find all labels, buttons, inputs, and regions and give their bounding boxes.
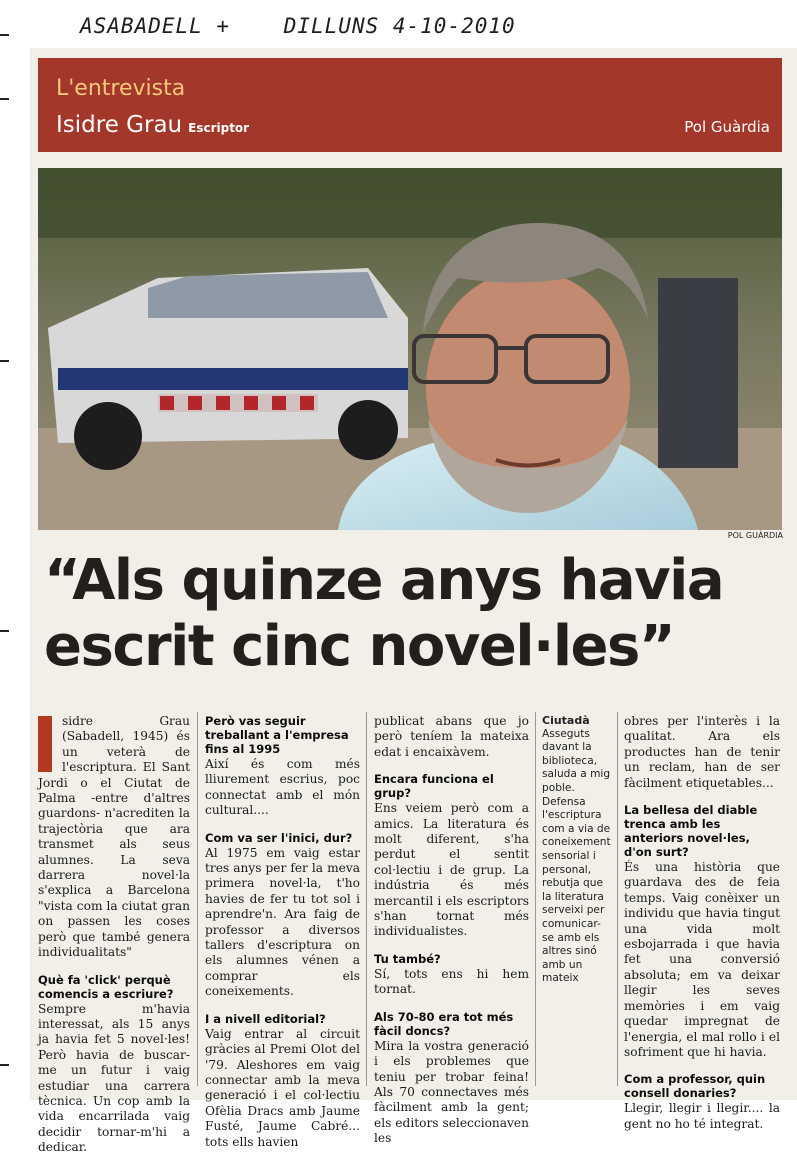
binder-hole-mark [0,1064,9,1066]
section-header [38,58,782,152]
answer: publicat abans que jo però teníem la mateixa edat i encaixàvem. [374,714,529,759]
question: Als 70-80 era tot més fàcil doncs? [374,1009,514,1038]
binder-hole-mark [0,98,9,100]
answer: Així és com més lliurement escrius, poc connectat amb el món cultural.... [205,757,360,818]
answer: Sí, tots ens hi hem tornat. [374,966,529,997]
photo-illustration [38,168,782,530]
answer: Ens veiem però com a amics. La literatura és molt diferent, s'ha perdut el sentit col·lectiu i de grup. La indústria és més mercantil i els escriptors s'han tornat més individualistes. [374,801,529,939]
interviewee-name [56,112,249,138]
handwritten-source: ASABADELL + [80,14,231,38]
answer: És una història que guardava des de feia temps. Vaig conèixer un individu que havia tingut una vida molt esbojarrada i que havia fet una conversió absoluta; em va deixar llegir les seves memòries i em vaig quedar impregnat de l'energia, el mal rollo i el sofriment que hi havia. [624,860,780,1059]
question: Com va ser l'inici, dur? [205,830,353,845]
question: Tu també? [374,951,441,966]
sidebar-column [542,714,612,986]
question: I a nivell editorial? [205,1011,326,1026]
headline-line-2: escrit cinc novel·les” [44,614,675,679]
binder-hole-mark [0,34,9,36]
handwritten-annotation [80,14,516,38]
column-rule [535,712,536,1086]
headline-line-1: “Als quinze anys havia [44,548,724,613]
answer: Mira la vostra generació i els problemes que teniu per trobar feina! Als 70 connectaves més fàcilment amb la gent; els editors seleccionaven les [374,1038,529,1146]
answer: Llegir, llegir i llegir.... la gent no ho té integrat. [624,1101,780,1131]
intro-text: sidre Grau (Sabadell, 1945) és un veterà de l'escriptura. El Sant Jordi o el Ciutat de Palma -entre d'altres guardons- n'acrediten la trajectòria que ara transmet als seus alumnes. La seva darrera novel·la s'explica a Barcelona "vista com la ciutat gran on passen les coses però que també genera individualitats" [38,714,190,960]
drop-cap [38,716,52,772]
question: La bellesa del diable trenca amb les anteriors novel·les, d'on surt? [624,803,758,860]
column-2 [205,714,360,1150]
column-rule [197,712,198,1086]
byline: Pol Guàrdia [684,118,770,136]
column-1 [38,714,190,1156]
interviewee-photo [38,168,782,530]
interviewee-role: Escriptor [188,121,250,135]
answer: Al 1975 em vaig estar tres anys per fer la meva primera novel·la, t'ho havies de fer tu tot sol i aprendre'n. Ara faig de professor a diversos tallers d'escriptura on els alumnes vénen a comprar els coneixements. [205,845,360,999]
interviewee-name-text: Isidre Grau [56,112,183,138]
headline [44,548,784,680]
question: Què fa 'click' perquè comencis a escriure? [38,972,174,1001]
binder-hole-mark [0,360,9,362]
section-label: L'entrevista [56,76,186,101]
column-5 [624,714,780,1132]
column-3 [374,714,529,1147]
answer: Sempre m'havia interessat, als 15 anys ja havia fet 5 novel·les! Però havia de buscar-me un futur i vaig estudiar una carrera tècnica. Un cop amb la vida encarrilada vaig decidir tornar-m'hi a dedicar. [38,1001,190,1155]
answer: Vaig entrar al circuit gràcies al Premi Olot del '79. Aleshores em vaig connectar amb la meva generació i el col·lectiu Ofèlia Dracs amb Jaume Fusté, Jaume Cabré... tots ells havien [205,1026,360,1149]
question: Encara funciona el grup? [374,772,494,801]
sidebar-text: Asseguts davant la biblioteca, saluda a mig poble. Defensa l'escriptura com a via de coneixement sensorial i personal, rebutja que la literatura serveixi per comunicar-se amb els altres sinó amb un mateix [542,727,611,985]
sidebar-heading: Ciutadà [542,714,590,727]
column-rule [366,712,367,1086]
handwritten-date: DILLUNS 4-10-2010 [283,14,516,38]
photo-credit: POL GUÀRDIA [727,531,783,540]
binder-hole-mark [0,630,9,632]
question: Però vas seguir treballant a l'empresa fins al 1995 [205,714,349,756]
column-rule [617,712,618,1086]
answer: obres per l'interès i la qualitat. Ara els productes han de tenir un reclam, han de ser fàcilment etiquetables... [624,714,780,790]
question: Com a professor, quin consell donaries? [624,1072,766,1101]
